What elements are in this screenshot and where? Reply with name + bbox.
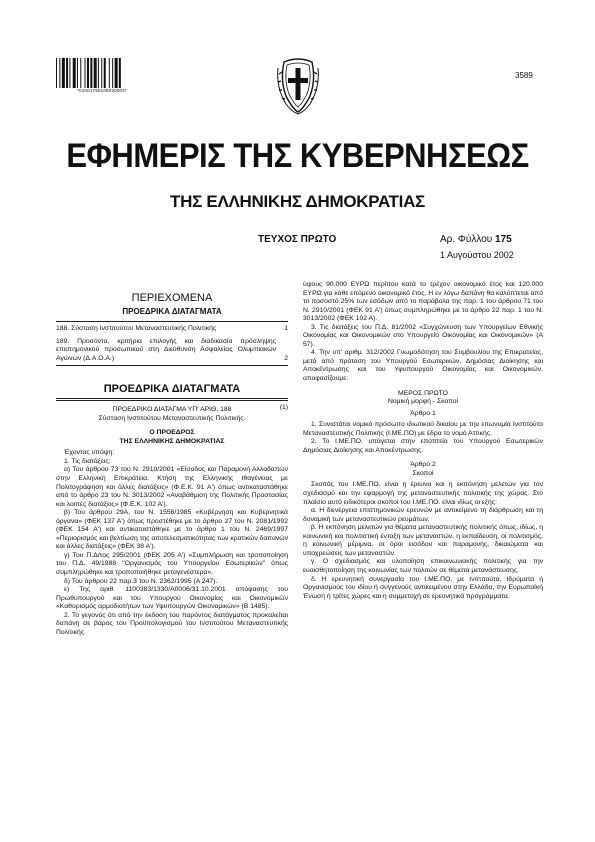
paragraph: 3. Τις διατάξεις του Π.Δ. 81/2002 «Συγχώνευση των Υπουργείων Εθνικής Οικονομίας και Οικονομικών στο Υπουργείο Οικονομίας και Οικονομικών» (Α 57). — [303, 323, 543, 348]
toc-item-text: 189. Προσόντα, κριτήρια επιλογής και διαδικασία πρόσληψης επιστημονικού προσωπικού στη Διεύθυνση Ασφαλείας Ολυμπιακών Αγώνων (Δ.Α.Ο.Α.) — [56, 337, 276, 362]
toc-title: ΠΕΡΙΕΧΟΜΕΝΑ — [131, 292, 213, 304]
toc-item-page: 2 — [284, 354, 288, 362]
paragraph: γ. Ο σχεδιασμός και υλοποίηση επικοινωνιακής πολιτικής για την ευαισθητοποίηση της κοινωνίας των πολιτών σε θέματα μετανάστευσης. — [303, 558, 543, 574]
decree-subject: Σύσταση Ινστιτούτου Μεταναστευτικής Πολιτικής. — [98, 414, 246, 422]
toc-item[interactable] — [56, 325, 288, 334]
coat-of-arms-icon — [276, 58, 320, 116]
paragraph: δ. Η ερευνητική συνεργασία του Ι.ΜΕ.ΠΟ. με Ινστιτούτα, Ιδρύματα ή Οργανισμούς του ιδίου ή συγγενούς αντικειμένου στην Ελλάδα, την Ευρωπαϊκή Ένωση ή τρίτες χώρες και η συμμετοχή σε ερευνητικά προγράμματα. — [303, 575, 543, 600]
paragraph: 1. Τις διατάξεις: — [64, 457, 111, 465]
barcode — [56, 58, 148, 88]
footnote-mark: (1) — [279, 404, 288, 412]
toc-item-text: 188. Σύσταση Ινστιτούτου Μεταναστευτικής Πολιτικής — [56, 325, 217, 332]
issue-series: ΤΕΥΧΟΣ ΠΡΩΤΟ — [258, 234, 337, 245]
section-title: ΠΡΟΕΔΡΙΚΑ ΔΙΑΤΑΓΜΑΤΑ — [103, 383, 241, 396]
paragraph: γ) Του Π.Δ/τος 295/2001 (ΦΕΚ 205 Α') «Συμπλήρωση και τροποποίηση του Π.Δ. 49/1988 "Οργανισμός του Υπουργείου Εσωτερικών" όπως συμπληρώθηκε και τροποποιήθηκε μεταγενέστερα». — [56, 551, 288, 577]
article-2-subtitle: Σκοποί — [412, 469, 434, 477]
president-heading: Ο ΠΡΟΕΔΡΟΣ — [149, 429, 195, 437]
toc-divider — [56, 321, 288, 322]
issue-date: 1 Αυγούστου 2002 — [440, 250, 514, 260]
sheet-label: Αρ. Φύλλου — [440, 234, 493, 245]
gazette-subtitle: ΤΗΣ ΕΛΛΗΝΙΚΗΣ ΔΗΜΟΚΡΑΤΙΑΣ — [170, 192, 425, 211]
paragraph: 2. Το Ι.ΜΕ.ΠΟ. υπάγεται στην εποπτεία του Υπουργού Εσωτερικών Δημόσιας Διοίκησης και Αποκέντρωσης. — [303, 438, 543, 454]
paragraph: β. Η εκπόνηση μελετών για θέματα μεταναστευτικής πολιτικής όπως, ιδίως, η κοινωνική και πολιτιστική ένταξη των μεταναστών, η εκπαίδευση, οι πολιτισμός, η κοινωνική μέριμνα, οι όροι εισόδου και παραμονής, δικαιώματα και υποχρεώσεις των μεταναστών. — [303, 524, 543, 557]
gazette-title: ΕΦΗΜΕΡΙΣ ΤΗΣ ΚΥΒΕΡΝΗΣΕΩΣ — [66, 135, 529, 176]
paragraph: ε) Της αριθ. 1100383/1330/Α0006/31.10.2001 απόφασης του Πρωθυπουργού και του Υπουργού Οικονομίας και Οικονομικών «Καθορισμός αρμοδιοτήτων των Υφυπουργών Οικονομικών» (Β 1485). — [56, 586, 288, 611]
right-column — [303, 281, 543, 601]
left-column — [56, 291, 288, 637]
paragraph: Σκοπός του Ι.ΜΕ.ΠΟ. είναι η έρευνα και η εκπόνηση μελετών για τον σχεδιασμό και την εφαρμογή της μεταναστευτικής πολιτικής της χώρας. Στο πλαίσιο αυτό ειδικότεροι σκοποί του Ι.ΜΕ.ΠΟ. είναι ιδίως οι εξής: — [303, 481, 543, 506]
paragraph: α) Του άρθρου 73 του Ν. 2910/2001 «Είσοδος και Παραμονή Αλλοδαπών στην Ελληνική Επικράτεια. Κτήση της Ελληνικής Ιθαγένειας με Πολιτογράφηση και άλλες διατάξεις» (Φ.Ε.Κ. 91 Α') όπως αντικαταστάθηκε από το άρθρο 23 του Ν. 3013/2002 «Αναβάθμιση της Πολιτικής Προστασίας και λοιπές διατάξεις» (Φ.Ε.Κ. 102 Α'). — [56, 466, 288, 508]
paragraph: 2. Το γεγονός ότι από την έκδοση του παρόντος διατάγματος προκαλείται δαπάνη σε βάρος του Προϋπολογισμού του Ινστιτούτου Μεταναστευτικής Πολιτικής — [56, 611, 288, 636]
part-title: ΜΕΡΟΣ ΠΡΩΤΟ — [398, 389, 448, 397]
part-subtitle: Νομική μορφή - Σκοποί — [387, 398, 459, 406]
president-subheading: ΤΗΣ ΕΛΛΗΝΙΚΗΣ ΔΗΜΟΚΡΑΤΙΑΣ — [119, 437, 225, 445]
paragraph: α. Η διενέργεια επιστημονικών ερευνών με αντικείμενο τη διάρθρωση και τη δυναμική των μεταναστευτικών ρευμάτων. — [303, 507, 543, 523]
issue-sheet — [440, 234, 512, 245]
decree-number-text: ΠΡΟΕΔΡΙΚΟ ΔΙΑΤΑΓΜΑ ΥΠ' ΑΡΙΘ. 188 — [112, 406, 232, 414]
paragraph: 1. Συνιστάται νομικό πρόσωπο ιδιωτικού δικαίου με την επωνυμία Ινστιτούτο Μεταναστευτικής Πολιτικής (Ι.ΜΕ.ΠΟ) με έδρα το νομό Αττικής. — [303, 421, 543, 437]
section-divider — [56, 398, 288, 401]
article-1-title: Άρθρο 1 — [410, 409, 436, 417]
paragraph: 4. Την υπ' αριθμ. 312/2002 Γνωμοδότηση του Συμβουλίου της Επικρατείας, μετά από πρόταση του Υπουργού Εσωτερικών, Δημόσιας Διοίκησης και Αποκέντρωσης και του Υφυπουργού Οικονομίας και Οικονομικών, αποφασίζουμε: — [303, 349, 543, 383]
barcode-digits: *01001750108020004* — [77, 88, 127, 93]
toc-item-page: 1 — [284, 325, 288, 332]
sheet-number: 175 — [495, 234, 512, 245]
paragraph: Έχοντας υπόψη: — [64, 449, 115, 457]
toc-item[interactable] — [56, 338, 288, 364]
toc-divider — [56, 365, 288, 366]
paragraph: ύψους 90.000 ΕΥΡΩ περίπου κατά το τρέχον οικονομικό έτος και 120.000 ΕΥΡΩ για κάθε επόμενο οικονομικό έτος. Η εν λόγω δαπάνη θα καλύπτεται από το ποσοστό 25% των εσόδων από το παράβολα της παρ. 1 του άρθρου 71 του Ν. 2910/2001 (ΦΕΚ 91 Α') όπως συμπληρώθηκε με το άρθρο 22 παρ. 1 του Ν. 3013/2002 (ΦΕΚ 102 Α). — [303, 281, 543, 323]
toc-subtitle: ΠΡΟΕΔΡΙΚΑ ΔΙΑΤΑΓΜΑΤΑ — [122, 307, 222, 316]
page-number: 3589 — [515, 71, 533, 80]
decree-number — [56, 406, 288, 415]
paragraph: δ) Του άρθρου 22 παρ.3 του Ν. 2362/1995 (Α 247). — [64, 577, 218, 585]
paragraph: β) Του άρθρου 29Α, του Ν. 1558/1985 «Κυβέρνηση και Κυβερνητικά όργανα» (ΦΕΚ 137 Α') όπως προστέθηκε με το άρθρο 27 του Ν. 2081/1992 (ΦΕΚ 154 Α') και αντικαταστάθηκε με το άρθρο 1 του Ν. 2469/1997 «Περιορισμός και βελτίωση της αποτελεσματικότητας των κρατικών δαπανών και άλλες διατάξεις» (ΦΕΚ 38 Α'). — [56, 509, 288, 551]
article-2-title: Άρθρο 2 — [410, 461, 436, 469]
